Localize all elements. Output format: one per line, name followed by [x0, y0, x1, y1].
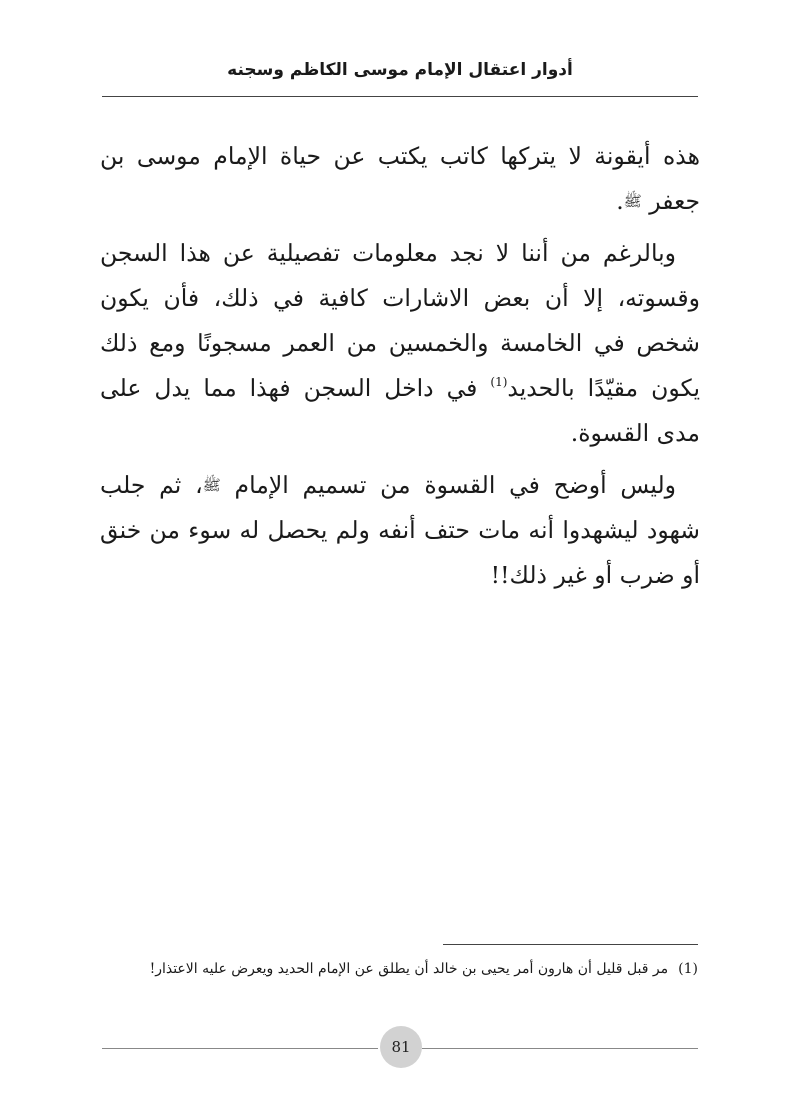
honorific-symbol: ﷺ	[623, 192, 642, 210]
footnote	[102, 958, 698, 980]
main-text	[100, 134, 700, 605]
paragraph-3	[100, 463, 700, 598]
page-footer	[102, 1025, 698, 1071]
paragraph-3-text-a: وليس أوضح في القسوة من تسميم الإمام	[220, 471, 676, 499]
footnote-number: (1)	[678, 961, 698, 977]
paragraph-1	[100, 134, 700, 224]
paragraph-2-text-a: وبالرغم من أننا لا نجد معلومات تفصيلية عن هذا السجن وقسوته، إلا أن بعض الاشارات كافية في ذلك، فأن يكون شخص في الخامسة والخمسين من العمر مسجونًا ومع ذلك يكون مقيّدًا بالحديد	[100, 239, 700, 402]
paragraph-2-text-b: في داخل السجن فهذا مما يدل على مدى القسوة.	[100, 374, 700, 447]
footer-rule-right	[422, 1048, 698, 1049]
footnote-text: مر قبل قليل أن هارون أمر يحيى بن خالد أن يطلق عن الإمام الحديد ويعرض عليه الاعتذار!	[149, 961, 669, 977]
header-divider	[102, 96, 698, 97]
paragraph-3-text-b: ، ثم جلب شهود ليشهدوا أنه مات حتف أنفه ولم يحصل له سوء من خنق أو ضرب أو غير ذلك!!	[100, 471, 700, 589]
page-number: 81	[380, 1026, 422, 1068]
page-header-title: أدوار اعتقال الإمام موسى الكاظم وسجنه	[227, 60, 573, 80]
honorific-symbol: ﷺ	[202, 476, 221, 494]
paragraph-1-text: هذه أيقونة لا يتركها كاتب يكتب عن حياة الإمام موسى بن جعفر	[100, 142, 700, 215]
footnote-reference[interactable]: (1)	[490, 375, 508, 389]
footnote-divider	[443, 944, 698, 945]
paragraph-2	[100, 231, 700, 456]
paragraph-1-end: .	[616, 187, 624, 215]
footer-rule-left	[102, 1048, 378, 1049]
